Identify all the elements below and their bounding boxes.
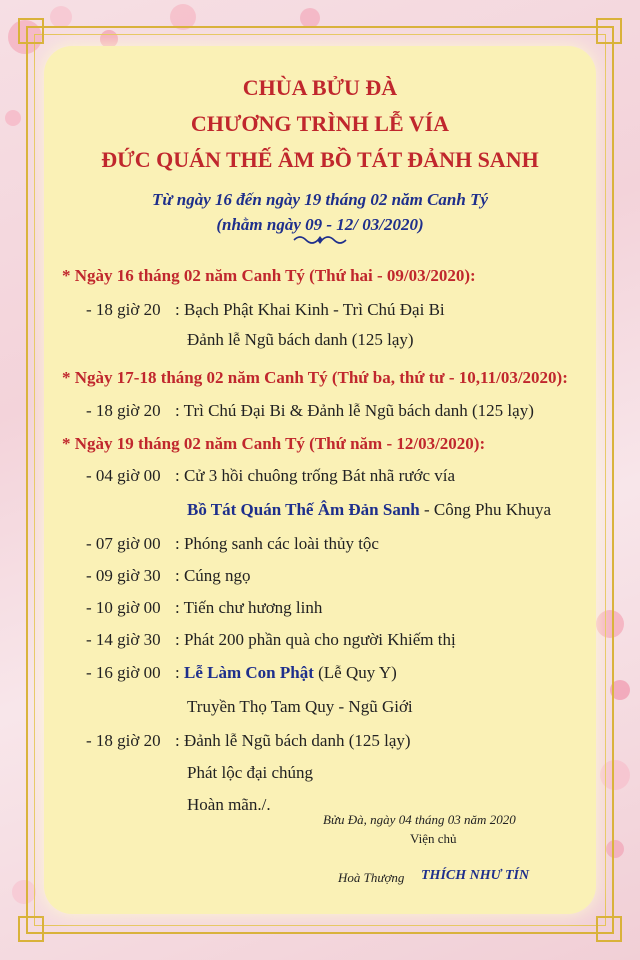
schedule-desc-cont: Phát lộc đại chúng: [187, 763, 314, 782]
schedule-desc-rest: - Công Phu Khuya: [419, 500, 552, 519]
section-heading: * Ngày 19 tháng 02 năm Canh Tý (Thứ năm - 12/03/2020):: [62, 434, 486, 453]
schedule-desc: [175, 663, 397, 683]
schedule-desc: : Cử 3 hồi chuông trống Bát nhã rước vía: [175, 466, 456, 485]
schedule-time: - 09 giờ 30: [86, 566, 161, 585]
desc-colon: :: [175, 663, 184, 682]
ceremony-name: Lễ Làm Con Phật: [183, 663, 314, 682]
schedule-desc: : Trì Chú Đại Bi & Đảnh lễ Ngũ bách danh (125 lạy): [175, 401, 534, 420]
schedule-desc-rest: (Lễ Quy Y): [313, 663, 397, 682]
program-title: CHƯƠNG TRÌNH LỄ VÍA: [190, 111, 450, 136]
schedule-time: - 07 giờ 00: [86, 534, 161, 553]
schedule-time: - 04 giờ 00: [86, 466, 161, 485]
schedule-time: - 18 giờ 20: [86, 731, 161, 750]
schedule-time: - 16 giờ 00: [86, 663, 161, 682]
schedule-desc-cont: Truyền Thọ Tam Quy - Ngũ Giới: [187, 697, 413, 716]
signature-role: Viện chủ: [410, 831, 457, 846]
signature-title: Hoà Thượng: [338, 870, 405, 885]
signature-name: THÍCH NHƯ TÍN: [421, 868, 530, 883]
signature-place-date: Bửu Đà, ngày 04 tháng 03 năm 2020: [323, 812, 516, 827]
schedule-desc-cont: [187, 500, 551, 520]
ornament-divider-icon: [290, 232, 350, 248]
event-title: ĐỨC QUÁN THẾ ÂM BỒ TÁT ĐẢNH SANH: [101, 147, 539, 172]
schedule-time: - 14 giờ 30: [86, 630, 161, 649]
bodhisattva-name: Bồ Tát Quán Thế Âm Đản Sanh: [187, 500, 420, 519]
section-heading: * Ngày 17-18 tháng 02 năm Canh Tý (Thứ ba, thứ tư - 10,11/03/2020):: [62, 368, 568, 387]
schedule-desc-cont: Hoàn mãn./.: [187, 795, 271, 814]
section-heading: * Ngày 16 tháng 02 năm Canh Tý (Thứ hai - 09/03/2020):: [62, 266, 476, 285]
schedule-desc: : Phát 200 phần quà cho người Khiếm thị: [175, 630, 456, 649]
temple-name: CHÙA BỬU ĐÀ: [242, 75, 398, 100]
schedule-desc-cont: Đảnh lễ Ngũ bách danh (125 lạy): [187, 330, 414, 349]
schedule-desc: : Phóng sanh các loài thủy tộc: [175, 534, 379, 553]
frame-corner-ornament: [596, 18, 622, 44]
schedule-desc: : Tiến chư hương linh: [175, 598, 323, 617]
schedule-desc: : Bạch Phật Khai Kinh - Trì Chú Đại Bi: [175, 300, 445, 319]
schedule-time: - 18 giờ 20: [86, 401, 161, 420]
date-range: Từ ngày 16 đến ngày 19 tháng 02 năm Canh Tý: [151, 190, 489, 209]
frame-corner-ornament: [18, 916, 44, 942]
schedule-desc: : Đảnh lễ Ngũ bách danh (125 lạy): [175, 731, 411, 750]
schedule-desc: : Cúng ngọ: [175, 566, 251, 585]
date-solar: (nhằm ngày 09 - 12/ 03/2020): [216, 215, 424, 234]
schedule-time: - 10 giờ 00: [86, 598, 161, 617]
frame-corner-ornament: [18, 18, 44, 44]
schedule-time: - 18 giờ 20: [86, 300, 161, 319]
frame-corner-ornament: [596, 916, 622, 942]
